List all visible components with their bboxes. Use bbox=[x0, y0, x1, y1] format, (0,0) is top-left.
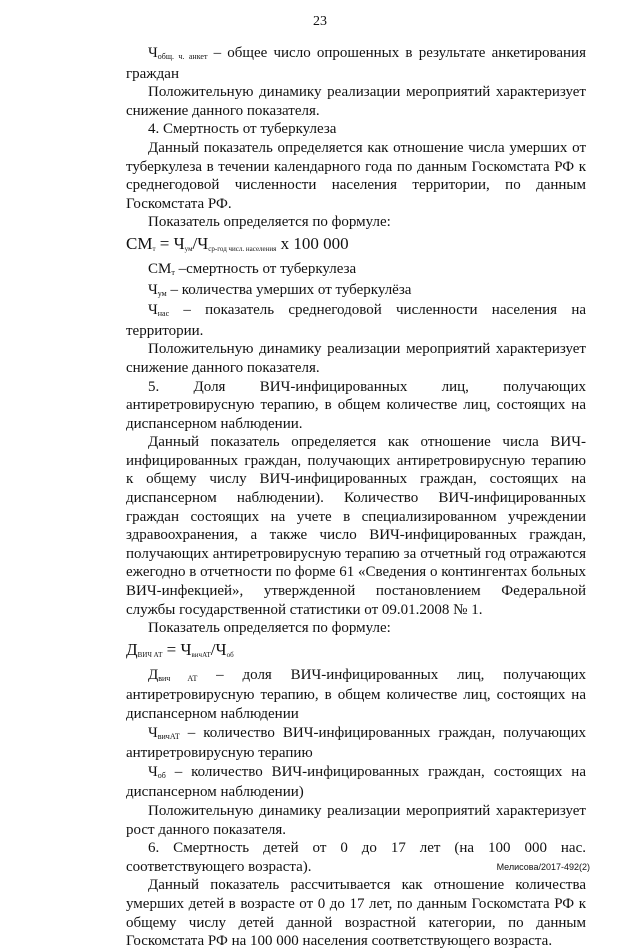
formula-hiv-share: $Д_{ВИЧ АТ} = Ч_{вичАТ}/Ч_{об}$ bbox=[126, 639, 234, 659]
paragraph: Положительную динамику реализации мероприятий характеризует снижение данного показателя. bbox=[126, 341, 586, 376]
definition-item: $Ч_{нас}$ – показатель среднегодовой численности населения на территории. bbox=[126, 302, 586, 339]
definition-item: $Ч_{об}$ – количество ВИЧ-инфицированных граждан, состоящих на диспансерном наблюдении) bbox=[126, 763, 586, 801]
definition-item: $Д_{вич АТ}$ – доля ВИЧ-инфицированных лиц, получающих антиретровирусную терапию, в общем количестве лиц, состоящих на диспансерном наблюдении bbox=[126, 666, 586, 722]
paragraph: Данный показатель рассчитывается как отношение количества умерших детей в возрасте от 0 до 17 лет, по данным Госкомстата РФ к общему числу детей данной возрастной категории, по данным Госкомстата РФ на 100 000 населения соответствующего возраста. bbox=[126, 877, 586, 950]
paragraph: Показатель определяется по формуле: bbox=[148, 214, 391, 231]
formula-tb-mortality: $СМ_т = Ч_{ум}/Ч_{ср-год числ. населения}$ х 100 000 bbox=[126, 233, 349, 253]
definition-respondents: $Ч_{общ. ч. анкет}$ – общее число опрошенных в результате анкетирования граждан bbox=[126, 45, 586, 82]
document-body bbox=[126, 44, 586, 951]
section-heading: 6. Смертность детей от 0 до 17 лет (на 100 000 нас. соответствующего возраста). bbox=[126, 840, 586, 875]
definition-item: $Ч_{вичАТ}$ – количество ВИЧ-инфицированных граждан, получающих антиретровирусную терапию bbox=[126, 724, 586, 762]
page-number: 23 bbox=[313, 14, 327, 29]
section-heading: 4. Смертность от туберкулеза bbox=[148, 121, 337, 138]
section-heading: 5. Доля ВИЧ-инфицированных лиц, получающих антиретровирусную терапию, в общем количестве лиц, состоящих на диспансерном наблюдении. bbox=[126, 378, 586, 432]
definition-item: $СМ_т$ –смертность от туберкулеза bbox=[148, 260, 357, 277]
paragraph: Показатель определяется по формуле: bbox=[148, 620, 391, 637]
paragraph: Положительную динамику реализации мероприятий характеризует рост данного показателя. bbox=[126, 802, 586, 838]
definition-item: $Ч_{ум}$ – количества умерших от туберкулёза bbox=[148, 281, 412, 298]
paragraph: Данный показатель определяется как отношение числа умерших от туберкулеза в течении календарного года по данным Госкомстата РФ к среднегодовой численности населения территории, по данным Госкомстата РФ. bbox=[126, 139, 586, 212]
paragraph: Данный показатель определяется как отношение числа ВИЧ-инфицированных граждан, получающих антиретровирусную терапию к общему числу ВИЧ-инфицированных граждан, состоящих на диспансерном наблюдении). Количество ВИЧ-инфицированных граждан состоящих на учете в специализированном учреждении здравоохранения, а также число ВИЧ-инфицированных граждан, получающих антиретровирусную терапию за отчетный год отражаются ежегодно в отчетности по форме 61 «Сведения о контингентах больных ВИЧ-инфекцией», утвержденной постановлением Федеральной службы государственной статистики от 09.01.2008 № 1. bbox=[126, 434, 587, 618]
footer-document-code: Мелисова/2017-492(2) bbox=[496, 862, 590, 872]
paragraph: Положительную динамику реализации мероприятий характеризует снижение данного показателя. bbox=[126, 84, 586, 119]
